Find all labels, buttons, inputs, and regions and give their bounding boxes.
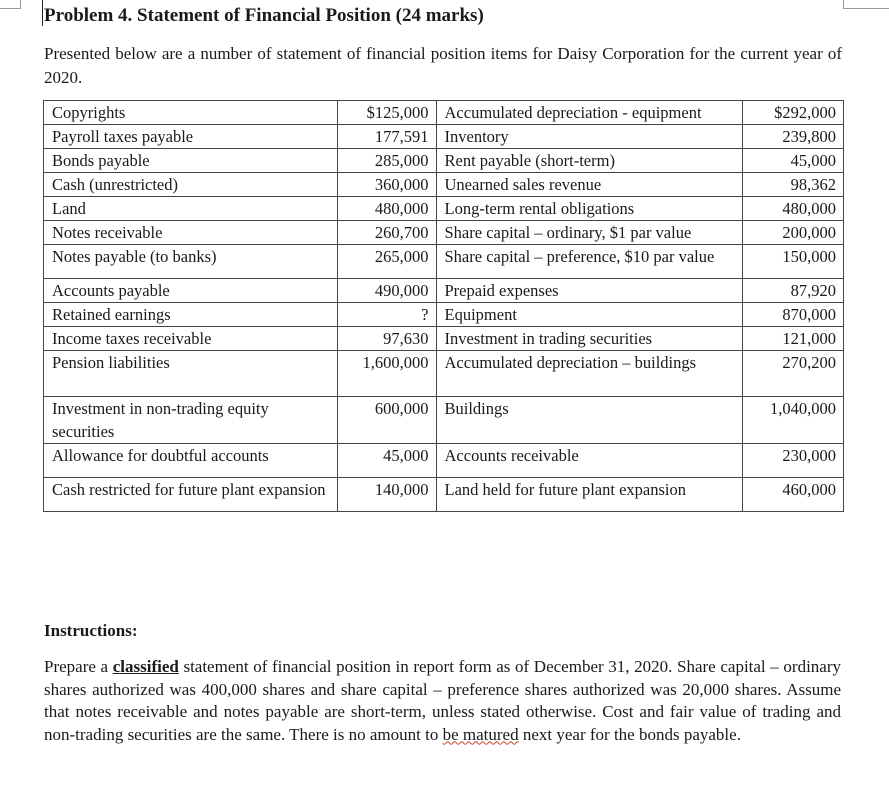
financial-items-table	[43, 100, 844, 512]
window-corner-right	[843, 0, 889, 9]
table-row	[44, 197, 844, 221]
instructions-suffix: next year for the bonds payable.	[518, 724, 741, 744]
instructions-body: statement of financial position in report form as of December 31, 2020. Share capital – ordinary shares authorized was 400,000 shares and share capital – preference shares authorized was 20,000 shares. Assume that notes receivable and notes payable are short-term, unless stated otherwise. Cost and fair value of trading and non-trading securities are the same. There is no amount to	[44, 657, 841, 744]
item-value: 480,000	[743, 197, 844, 221]
item-value: 270,200	[743, 351, 844, 397]
item-value: 600,000	[337, 397, 436, 444]
item-value: 97,630	[337, 327, 436, 351]
item-value: 260,700	[337, 221, 436, 245]
item-value: 98,362	[743, 173, 844, 197]
item-value: ?	[337, 303, 436, 327]
table-row	[44, 444, 844, 478]
item-value: 480,000	[337, 197, 436, 221]
classified-emphasis: classified	[112, 657, 179, 676]
table-row	[44, 397, 844, 444]
table-row	[44, 351, 844, 397]
item-label: Equipment	[436, 303, 743, 327]
table-row	[44, 303, 844, 327]
item-label: Share capital – preference, $10 par value	[436, 245, 743, 279]
problem-title: Problem 4. Statement of Financial Position (24 marks)	[44, 5, 484, 26]
item-label: Pension liabilities	[44, 351, 338, 397]
item-value: 265,000	[337, 245, 436, 279]
item-label: Income taxes receivable	[44, 327, 338, 351]
item-value: 1,040,000	[743, 397, 844, 444]
item-value: 150,000	[743, 245, 844, 279]
item-value: $125,000	[337, 101, 436, 125]
item-label: Share capital – ordinary, $1 par value	[436, 221, 743, 245]
item-label: Prepaid expenses	[436, 279, 743, 303]
item-label: Investment in trading securities	[436, 327, 743, 351]
item-label: Inventory	[436, 125, 743, 149]
item-value: 490,000	[337, 279, 436, 303]
table-row	[44, 245, 844, 279]
item-label: Investment in non-trading equity securities	[44, 397, 338, 444]
item-value: 239,800	[743, 125, 844, 149]
item-label: Long-term rental obligations	[436, 197, 743, 221]
item-label: Notes receivable	[44, 221, 338, 245]
table-row	[44, 173, 844, 197]
item-value: 360,000	[337, 173, 436, 197]
item-value: 140,000	[337, 478, 436, 512]
item-label: Rent payable (short-term)	[436, 149, 743, 173]
instructions-heading: Instructions:	[44, 621, 138, 640]
intro-paragraph: Presented below are a number of statement of financial position items for Daisy Corporation for the current year of 2020.	[44, 44, 842, 87]
item-value: 45,000	[337, 444, 436, 478]
item-label: Land held for future plant expansion	[436, 478, 743, 512]
item-label: Payroll taxes payable	[44, 125, 338, 149]
table-row	[44, 125, 844, 149]
text-cursor	[42, 0, 43, 26]
item-value: 177,591	[337, 125, 436, 149]
item-label: Cash (unrestricted)	[44, 173, 338, 197]
table-row	[44, 149, 844, 173]
item-value: 230,000	[743, 444, 844, 478]
table-row	[44, 327, 844, 351]
item-label: Copyrights	[44, 101, 338, 125]
table-row	[44, 279, 844, 303]
item-label: Notes payable (to banks)	[44, 245, 338, 279]
item-value: 45,000	[743, 149, 844, 173]
item-value: 1,600,000	[337, 351, 436, 397]
table-row	[44, 221, 844, 245]
item-value: 200,000	[743, 221, 844, 245]
instructions-prefix: Prepare a	[44, 657, 113, 676]
item-label: Allowance for doubtful accounts	[44, 444, 338, 478]
item-value: 870,000	[743, 303, 844, 327]
item-value: 460,000	[743, 478, 844, 512]
item-label: Retained earnings	[44, 303, 338, 327]
item-value: 285,000	[337, 149, 436, 173]
window-corner-left	[0, 0, 21, 9]
table-row	[44, 478, 844, 512]
table-row	[44, 101, 844, 125]
item-label: Bonds payable	[44, 149, 338, 173]
item-label: Cash restricted for future plant expansion	[44, 478, 338, 512]
spellcheck-flagged-text[interactable]: be matured	[442, 724, 519, 744]
item-label: Buildings	[436, 397, 743, 444]
item-value: $292,000	[743, 101, 844, 125]
item-label: Unearned sales revenue	[436, 173, 743, 197]
instructions-paragraph	[44, 656, 841, 746]
item-label: Accounts payable	[44, 279, 338, 303]
item-label: Accounts receivable	[436, 444, 743, 478]
item-label: Accumulated depreciation - equipment	[436, 101, 743, 125]
item-value: 121,000	[743, 327, 844, 351]
item-label: Accumulated depreciation – buildings	[436, 351, 743, 397]
item-value: 87,920	[743, 279, 844, 303]
item-label: Land	[44, 197, 338, 221]
